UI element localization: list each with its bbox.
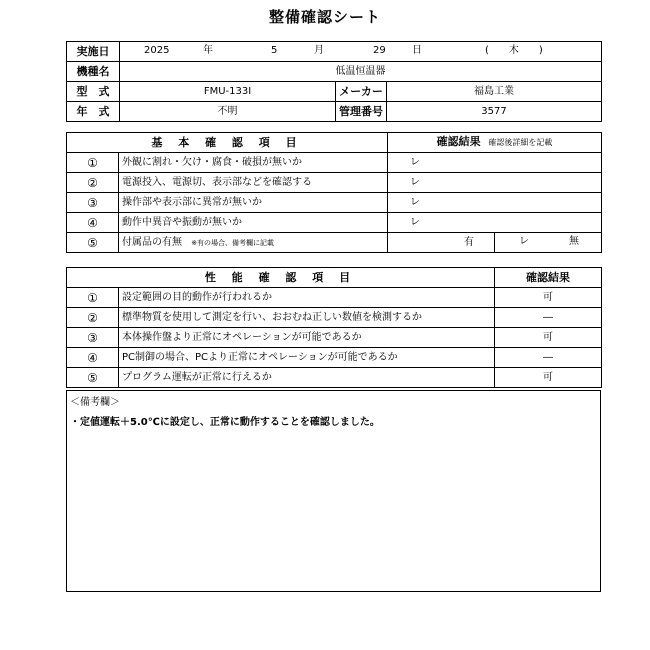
check-item-text: 操作部や表示部に異常が無いか xyxy=(119,193,388,213)
row-number: ③ xyxy=(67,193,119,213)
table-row xyxy=(67,328,602,348)
basic-result-title: 確認結果 xyxy=(436,135,481,148)
accessory-note: ※有の場合、備考欄に記載 xyxy=(191,238,275,247)
check-item-text: 設定範囲の目的動作が行われるか xyxy=(119,288,495,308)
maker-value[interactable]: 福島工業 xyxy=(387,82,602,102)
year-model-value[interactable]: 不明 xyxy=(120,102,336,122)
row-number: ⑤ xyxy=(67,368,119,388)
performance-header-result: 確認結果 xyxy=(495,268,602,288)
check-result[interactable]: ― xyxy=(495,348,602,368)
model-label: 型 式 xyxy=(67,82,120,102)
equipment-label: 機種名 xyxy=(67,62,120,82)
day-value: 29 xyxy=(373,45,386,56)
basic-result-note: 確認後詳細を記載 xyxy=(488,138,553,147)
check-item-text: 標準物質を使用して測定を行い、おおむね正しい数値を検測するか xyxy=(119,308,495,328)
check-item-text: 動作中異音や振動が無いか xyxy=(119,213,388,233)
check-result[interactable]: ― xyxy=(495,308,602,328)
row-number: ④ xyxy=(67,213,119,233)
accessory-text: 付属品の有無 xyxy=(122,236,182,248)
accessory-has[interactable]: 有 xyxy=(388,233,495,253)
year-unit: 年 xyxy=(203,45,213,56)
check-item-text: 外観に割れ・欠け・腐食・破損が無いか xyxy=(119,153,388,173)
remarks-label: ＜備考欄＞ xyxy=(70,397,120,408)
basic-header-result xyxy=(388,133,602,153)
check-result[interactable]: レ xyxy=(388,193,602,213)
check-item-text: 本体操作盤より正常にオペレーションが可能であるか xyxy=(119,328,495,348)
table-row xyxy=(67,193,602,213)
table-row xyxy=(67,153,602,173)
performance-header-items: 性 能 確 認 項 目 xyxy=(67,268,495,288)
maker-label: メーカー xyxy=(336,82,387,102)
row-number: ① xyxy=(67,288,119,308)
day-unit: 日 xyxy=(412,45,422,56)
check-item-text: 電源投入、電源切、表示部などを確認する xyxy=(119,173,388,193)
check-result[interactable]: レ xyxy=(388,213,602,233)
year-model-row xyxy=(67,102,602,122)
table-row xyxy=(67,368,602,388)
row-number: ② xyxy=(67,308,119,328)
performance-table xyxy=(66,267,602,388)
page-title: 整備確認シート xyxy=(268,8,381,26)
month-value: 5 xyxy=(271,45,278,56)
row-number: ② xyxy=(67,173,119,193)
weekday-value: ( 木 ) xyxy=(485,45,543,56)
accessory-row xyxy=(67,233,602,253)
check-item-text: PC制御の場合、PCより正常にオペレーションが可能であるか xyxy=(119,348,495,368)
equipment-value[interactable]: 低温恒温器 xyxy=(120,62,602,82)
date-value[interactable] xyxy=(120,42,602,62)
row-number: ④ xyxy=(67,348,119,368)
mgmt-value[interactable]: 3577 xyxy=(387,102,602,122)
table-row xyxy=(67,348,602,368)
row-number: ① xyxy=(67,153,119,173)
equipment-row xyxy=(67,62,602,82)
year-model-label: 年 式 xyxy=(67,102,120,122)
basic-check-table xyxy=(66,132,602,253)
check-result[interactable]: レ xyxy=(388,173,602,193)
basic-header-items: 基 本 確 認 項 目 xyxy=(67,133,388,153)
accessory-mark: レ xyxy=(519,236,529,247)
row-number: ⑤ xyxy=(67,233,119,253)
accessory-item xyxy=(119,233,388,253)
check-result[interactable]: 可 xyxy=(495,328,602,348)
table-row xyxy=(67,308,602,328)
month-unit: 月 xyxy=(314,45,324,56)
model-value[interactable]: FMU-133I xyxy=(120,82,336,102)
accessory-none: 無 xyxy=(569,236,579,247)
remarks-box[interactable] xyxy=(66,390,601,592)
year-value: 2025 xyxy=(144,45,170,56)
performance-header-row xyxy=(67,268,602,288)
table-row xyxy=(67,173,602,193)
check-result[interactable]: レ xyxy=(388,153,602,173)
remarks-text: ・定値運転＋5.0℃に設定し、正常に動作することを確認しました。 xyxy=(70,417,380,428)
accessory-none-cell[interactable] xyxy=(495,233,602,253)
table-row xyxy=(67,288,602,308)
check-item-text: プログラム運転が正常に行えるか xyxy=(119,368,495,388)
info-table xyxy=(66,41,602,122)
date-row xyxy=(67,42,602,62)
row-number: ③ xyxy=(67,328,119,348)
date-label: 実施日 xyxy=(67,42,120,62)
check-result[interactable]: 可 xyxy=(495,288,602,308)
basic-header-row xyxy=(67,133,602,153)
model-row xyxy=(67,82,602,102)
table-row xyxy=(67,213,602,233)
check-result[interactable]: 可 xyxy=(495,368,602,388)
mgmt-label: 管理番号 xyxy=(336,102,387,122)
